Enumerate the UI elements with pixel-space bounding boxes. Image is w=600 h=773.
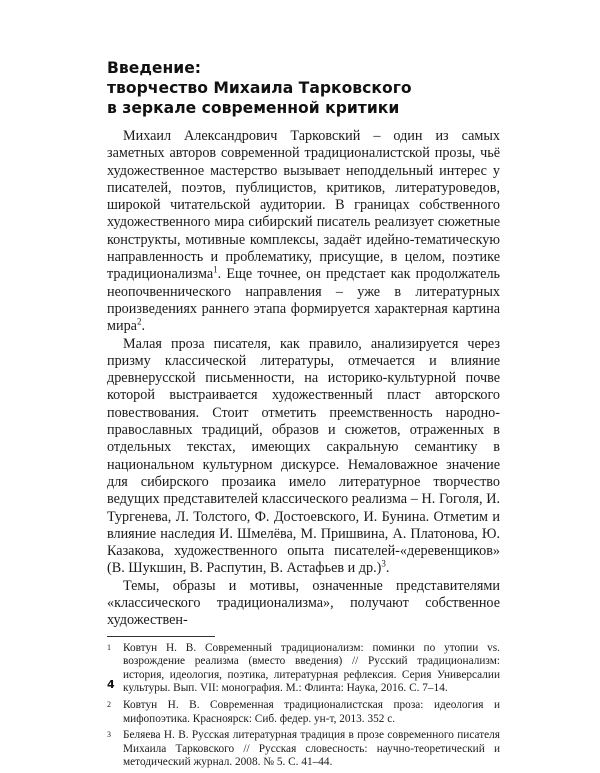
body-text — [107, 128, 500, 630]
paragraph-1-text-2: . Еще точнее, он предстает как продолжатель неопочвеннического направления – уже в литературных произведениях раннего этапа формируется характерная картина мира — [107, 266, 500, 335]
paragraph-3: Темы, образы и мотивы, означенные представителями «классического традиционализма», получают собственное художествен- — [107, 577, 500, 629]
footnote-number: 1 — [107, 642, 111, 652]
footnote-number: 2 — [107, 699, 111, 709]
footnote-number: 3 — [107, 730, 111, 740]
footnote-ref-2: 2 — [136, 316, 142, 327]
footnote-text: Ковтун Н. В. Современная традиционалистская проза: идеология и мифопоэтика. Красноярск: Сиб. федер. ун-т, 2013. 352 с. — [123, 698, 500, 725]
heading-line-2: творчество Михаила Тарковского — [107, 79, 412, 97]
paragraph-2-text: Малая проза писателя, как правило, анализируется через призму классической литературы, отмечается и влияние древнерусской письменности, на историко-культурной почве которой выстраивается художественный пласт авторского повествования. Стоит отметить преемственность народно-православных традиций, образов и сюжетов, отраженных в отдельных текстах, имеющих сакральную семантику в национальном культурном дискурсе. Немаловажное значение для сибирского прозаика имело литературное творчество ведущих представителей классического реализма – Н. Гоголя, И. Тургенева, Л. Толстого, Ф. Достоевского, И. Бунина. Отметим и влияние наследия И. Шмелёва, М. Пришвина, А. Платонова, Ю. Казакова, художественного опыта писателей-«деревенщиков» (В. Шукшин, В. Распутин, В. Астафьев и др.) — [107, 335, 500, 577]
paragraph-1-text: Михаил Александрович Тарковский – один из самых заметных авторов современной традиционалистской прозы, чьё художественное мастерство вызывает неподдельный интерес у писателей, поэтов, публицистов, критиков, литературоведов, широкой читательской аудитории. В границах собственного художественного мира сибирский писатель реализует сюжетные конструкты, мотивные комплексы, задаёт идейно-тематическую направленность и проблематику, присущие, в целом, поэтике традиционализма — [107, 128, 500, 283]
footnote-text: Беляева Н. В. Русская литературная традиция в прозе современного писателя Михаила Тарковского // Русская словесность: научно-теоретический и методический журнал. 2008. № 5. С. 41–44. — [123, 729, 500, 769]
heading-line-3: в зеркале современной критики — [107, 99, 400, 117]
heading-line-1: Введение: — [107, 59, 202, 77]
paragraph-1-end: . — [141, 318, 146, 335]
footnote — [107, 642, 500, 696]
footnote — [107, 699, 500, 726]
paragraph-1 — [107, 128, 500, 336]
footnote-ref-1: 1 — [213, 264, 218, 275]
page-content — [107, 58, 500, 773]
footnotes — [107, 642, 500, 770]
chapter-heading — [107, 58, 500, 118]
paragraph-2-end: . — [385, 560, 390, 577]
page-number: 4 — [107, 678, 115, 691]
footnote-divider — [107, 636, 215, 637]
footnote-text: Ковтун Н. В. Современный традиционализм: поминки по утопии vs. возрождение реализма (вместо введения) // Русский традиционализм: история, идеология, поэтика, литературная рефлексия. Серия Универсалии культуры. Вып. VII: монография. М.: Флинта: Наука, 2016. С. 7–14. — [123, 641, 500, 695]
footnote-ref-3: 3 — [381, 558, 386, 569]
paragraph-2 — [107, 336, 500, 578]
